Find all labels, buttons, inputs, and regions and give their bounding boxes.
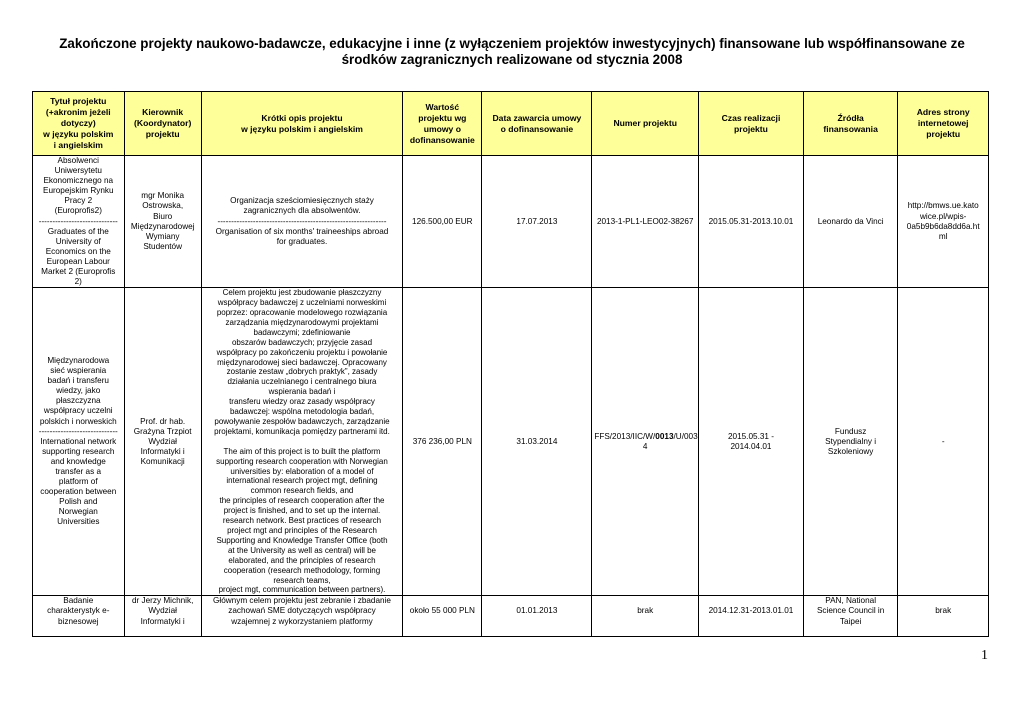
cell-website: brak (898, 596, 989, 637)
header-manager: Kierownik (Koordynator) projektu (124, 92, 201, 156)
cell-duration: 2015.05.31 - 2014.04.01 (699, 288, 804, 596)
table-row (33, 156, 989, 288)
cell-number: 2013-1-PL1-LEO02-38267 (592, 156, 699, 288)
number-suffix: /U/003 4 (642, 431, 698, 451)
number-prefix: FFS/2013/IIC/W/ (594, 431, 656, 441)
projects-table (32, 91, 989, 637)
page-title-line-2: środków zagranicznych realizowane od stycznia 2008 (341, 52, 683, 67)
cell-number (592, 288, 699, 596)
cell-title: Międzynarodowa sieć wspierania badań i transferu wiedzy, jako płaszczyzna współpracy uczelni polskich i norweskich ----------------------------- International network supporting research and knowledge transfer as a platform of cooperation between Polish and Norwegian Universities (33, 288, 125, 596)
cell-number: brak (592, 596, 699, 637)
cell-manager: dr Jerzy Michnik, Wydział Informatyki i (124, 596, 201, 637)
cell-description: Organizacja sześciomiesięcznych staży zagranicznych dla absolwentów. -------------------------------------------------------------- Organisation of six months' traineeships abroad for graduates. (201, 156, 402, 288)
cell-value: 126.500,00 EUR (403, 156, 482, 288)
table-row (33, 596, 989, 637)
cell-value: 376 236,00 PLN (403, 288, 482, 596)
header-duration: Czas realizacji projektu (699, 92, 804, 156)
cell-description: Głównym celem projektu jest zebranie i zbadanie zachowań SME dotyczących współpracy wzajemnej z wykorzystaniem platformy (201, 596, 402, 637)
table-header-row (33, 92, 989, 156)
header-description: Krótki opis projektu w języku polskim i angielskim (201, 92, 402, 156)
number-bold: 0013 (655, 431, 674, 441)
cell-duration: 2015.05.31-2013.10.01 (699, 156, 804, 288)
cell-duration: 2014.12.31-2013.01.01 (699, 596, 804, 637)
header-date: Data zawarcia umowy o dofinansowanie (482, 92, 592, 156)
cell-sources: PAN, National Science Council in Taipei (803, 596, 898, 637)
header-number: Numer projektu (592, 92, 699, 156)
cell-sources: Fundusz Stypendialny i Szkoleniowy (803, 288, 898, 596)
cell-title: Badanie charakterystyk e- biznesowej (33, 596, 125, 637)
cell-date: 01.01.2013 (482, 596, 592, 637)
cell-manager: Prof. dr hab. Grażyna Trzpiot Wydział Informatyki i Komunikacji (124, 288, 201, 596)
table-row (33, 288, 989, 596)
header-sources: Źródła finansowania (803, 92, 898, 156)
cell-website-link[interactable]: http://bmws.ue.kato wice.pl/wpis- 0a5b9b6da8dd6a.ht ml (898, 156, 989, 288)
cell-description: Celem projektu jest zbudowanie płaszczyzny współpracy badawczej z uczelniami norweskimi poprzez: opracowanie modelowego rozwiązania zarządzania międzynarodowymi projektami badawczymi; zdefiniowanie obszarów badawczych; przyjęcie zasad współpracy po zakończeniu projektu i powołanie międzynarodowej sieci badawczej. Opracowany zostanie zestaw „dobrych praktyk”, zasady działania uczelnianego i centralnego biura wspierania badań i transferu wiedzy oraz zasady współpracy badawczej: wspólna metodologia badań, powoływanie zespołów badawczych, zarządzanie projektami, komunikacja pomiędzy partnerami itd. The aim of this project is to built the platform supporting research cooperation with Norwegian universities by: elaboration of a model of international research project mgt, defining common research fields, and the principles of research cooperation after the project is finished, and to set up the internal. research network. Best practices of research project mgt and principles of the Research Supporting and Knowledge Transfer Office (both at the University as well as central) will be elaborated, and the principles of research cooperation (research methodology, forming research teams, project mgt, communication between partners). (201, 288, 402, 596)
cell-date: 17.07.2013 (482, 156, 592, 288)
header-title: Tytuł projektu (+akronim jeżeli dotyczy) w języku polskim i angielskim (33, 92, 125, 156)
cell-date: 31.03.2014 (482, 288, 592, 596)
page-title (30, 36, 994, 68)
cell-sources: Leonardo da Vinci (803, 156, 898, 288)
cell-website: - (898, 288, 989, 596)
header-value: Wartość projektu wg umowy o dofinansowanie (403, 92, 482, 156)
cell-value: około 55 000 PLN (403, 596, 482, 637)
header-website: Adres strony internetowej projektu (898, 92, 989, 156)
cell-title: Absolwenci Uniwersytetu Ekonomicznego na Europejskim Rynku Pracy 2 (Europrofis2) ----------------------------- Graduates of the University of Economics on the European Labour Market 2 (Europrofis 2) (33, 156, 125, 288)
page-number: 1 (981, 648, 988, 663)
page-title-line-1: Zakończone projekty naukowo-badawcze, edukacyjne i inne (z wyłączeniem projektów inwestycyjnych) finansowane lub współfinansowane ze (59, 36, 965, 51)
cell-manager: mgr Monika Ostrowska, Biuro Międzynarodowej Wymiany Studentów (124, 156, 201, 288)
